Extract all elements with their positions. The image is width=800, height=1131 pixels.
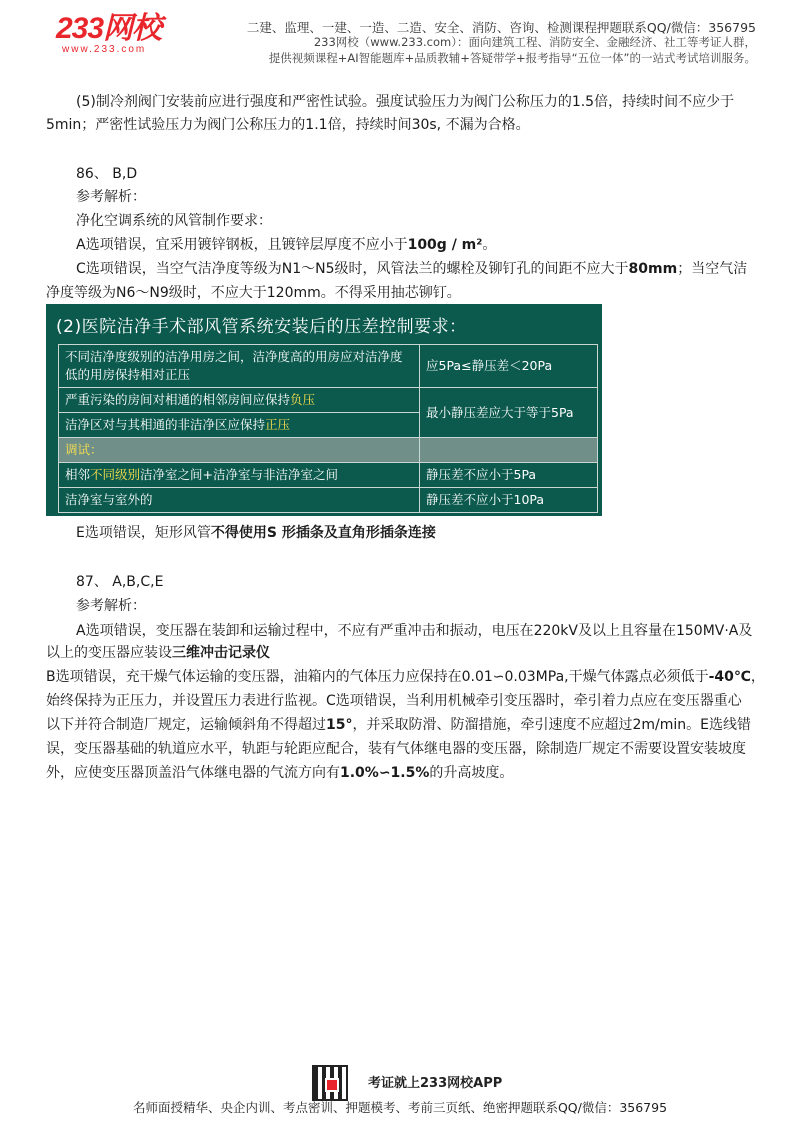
q86-option-c-line2: 净度等级为N6～N9级时，不应大于120mm。不得采用抽芯铆钉。 (46, 285, 461, 301)
footer-app-promo: 考证就上233网校APP (368, 1076, 503, 1091)
header-line-2: 233网校（www.233.com）：面向建筑工程、消防安全、金融经济、社工等考证人群， (313, 35, 756, 49)
slide-title: (2)医院洁净手术部风管系统安装后的压差控制要求： (56, 317, 467, 337)
p1-line2: 5min；严密性试验压力为阀门公称压力的1.1倍，持续时间30s, 不漏为合格。 (46, 117, 530, 133)
table-cell: 应5Pa≤静压差＜20Pa (420, 345, 598, 388)
table-cell: 洁净室与室外的 (59, 488, 420, 513)
q86-option-e: E选项错误，矩形风管不得使用S 形插条及直角形插条连接 (76, 525, 436, 541)
table-cell: 最小静压差应大于等于5Pa (420, 388, 598, 438)
q87-option-b-line5: 外，应使变压器顶盖沿气体继电器的气流方向有1.0%∽1.5%的升高坡度。 (46, 765, 514, 781)
footer-contact-line: 名师面授精华、央企内训、考点密训、押题模考、考前三页纸、绝密押题联系QQ/微信：356795 (132, 1100, 668, 1115)
q87-option-b-line3: 以下并符合制造厂规定，运输倾斜角不得超过15°，并采取防滑、防溜措施，牵引速度不应超过2m/min。E选线错 (46, 717, 751, 733)
table-cell (420, 438, 598, 463)
table-row (59, 438, 598, 463)
q86-answer: 86、 B,D (76, 166, 138, 182)
q86-ref-label: 参考解析： (76, 189, 146, 205)
header-line-1: 二建、监理、一建、一造、二造、安全、消防、咨询、检测课程押题联系QQ/微信：356795 (246, 20, 756, 35)
pressure-control-slide (46, 304, 602, 516)
q87-option-b-line4: 误，变压器基础的轨道应水平，轨距与轮距应配合，装有气体继电器的变压器，除制造厂规定不需要设置安装坡度 (46, 741, 746, 757)
q87-option-a-line1: A选项错误，变压器在装卸和运输过程中，不应有严重冲击和振动，电压在220kV及以上且容量在150MV·A及 (76, 623, 753, 639)
q87-option-b-line2: 始终保持为正压力，并设置压力表进行监视。C选项错误，当利用机械牵引变压器时，牵引着力点应在变压器重心 (46, 693, 742, 709)
q86-option-c: C选项错误，当空气洁净度等级为N1～N5级时，风管法兰的螺栓及铆钉孔的间距不应大于80mm；当空气洁 (76, 261, 748, 277)
q86-intro: 净化空调系统的风管制作要求： (76, 213, 272, 229)
q87-answer: 87、 A,B,C,E (76, 574, 164, 590)
table-cell: 严重污染的房间对相通的相邻房间应保持负压 (59, 388, 420, 413)
page-footer (0, 1062, 800, 1131)
q87-ref-label: 参考解析： (76, 598, 146, 614)
q86-option-a: A选项错误，宜采用镀锌钢板，且镀锌层厚度不应小于100g / m²。 (76, 237, 497, 253)
q87-option-a-line2: 以上的变压器应装设三维冲击记录仪 (46, 645, 270, 661)
header-line-3: 提供视频课程+AI智能题库+品质教辅+答疑带学+报考指导“五位一体”的一站式考试培训服务。 (268, 51, 756, 65)
logo-url: www.233.com (62, 44, 147, 55)
page-header (0, 0, 800, 70)
table-cell: 静压差不应小于10Pa (420, 488, 598, 513)
table-row (59, 388, 598, 413)
q87-option-b-line1: B选项错误，充干燥气体运输的变压器，油箱内的气体压力应保持在0.01∽0.03MPa,干燥气体露点必须低于-40℃， (46, 669, 765, 685)
p1-line1: (5)制冷剂阀门安装前应进行强度和严密性试验。强度试验压力为阀门公称压力的1.5倍，持续时间不应少于 (76, 94, 735, 110)
table-row (59, 463, 598, 488)
table-cell: 静压差不应小于5Pa (420, 463, 598, 488)
qr-code-icon[interactable] (312, 1065, 348, 1101)
table-row (59, 345, 598, 388)
table-cell: 洁净区对与其相通的非洁净区应保持正压 (59, 413, 420, 438)
table-cell: 相邻不同级别洁净室之间+洁净室与非洁净室之间 (59, 463, 420, 488)
logo-text: 233网校 (56, 12, 162, 45)
logo (56, 14, 161, 56)
pressure-table (58, 344, 598, 513)
table-cell: 不同洁净度级别的洁净用房之间，洁净度高的用房应对洁净度低的用房保持相对正压 (59, 345, 420, 388)
table-cell: 调试： (59, 438, 420, 463)
table-row (59, 488, 598, 513)
